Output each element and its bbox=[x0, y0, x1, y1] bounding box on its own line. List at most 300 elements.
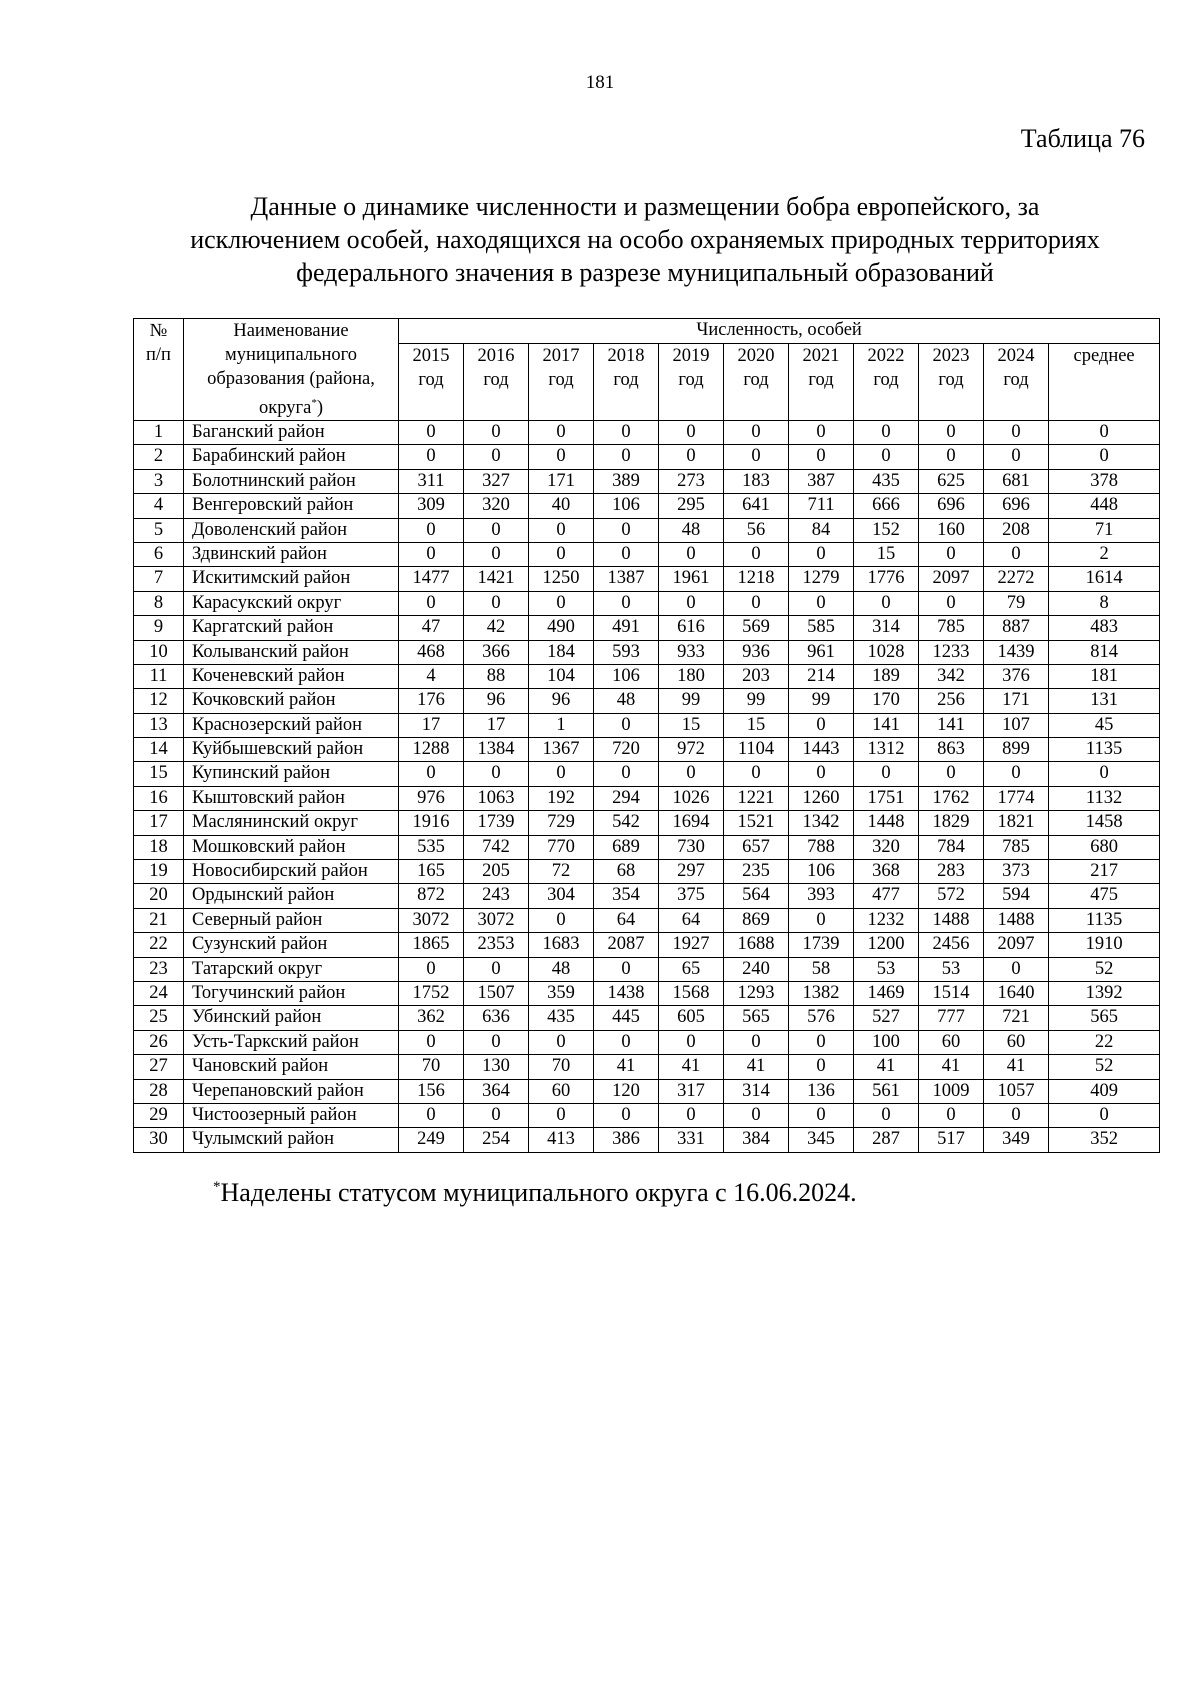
municipality-name: Здвинский район bbox=[184, 542, 399, 566]
population-value: 1752 bbox=[399, 981, 464, 1005]
population-value: 1821 bbox=[984, 811, 1049, 835]
header-year-unit: год bbox=[548, 369, 574, 390]
municipality-name: Убинский район bbox=[184, 1006, 399, 1030]
municipality-name: Маслянинский округ bbox=[184, 811, 399, 835]
population-value: 561 bbox=[854, 1079, 919, 1103]
population-value: 0 bbox=[399, 445, 464, 469]
population-value: 785 bbox=[919, 616, 984, 640]
population-value: 0 bbox=[919, 542, 984, 566]
population-value: 1916 bbox=[399, 811, 464, 835]
table-row bbox=[134, 811, 1160, 835]
population-value: 1421 bbox=[464, 567, 529, 591]
row-number: 13 bbox=[134, 713, 184, 737]
municipality-name: Сузунский район bbox=[184, 933, 399, 957]
population-value: 100 bbox=[854, 1030, 919, 1054]
population-value: 0 bbox=[724, 1103, 789, 1127]
municipality-name: Ордынский район bbox=[184, 884, 399, 908]
header-year-unit: год bbox=[678, 369, 704, 390]
average-value: 181 bbox=[1049, 664, 1160, 688]
average-value: 448 bbox=[1049, 494, 1160, 518]
population-value: 1233 bbox=[919, 640, 984, 664]
population-value: 0 bbox=[854, 591, 919, 615]
population-value: 1250 bbox=[529, 567, 594, 591]
population-value: 961 bbox=[789, 640, 854, 664]
population-value: 0 bbox=[789, 1055, 854, 1079]
population-value: 192 bbox=[529, 786, 594, 810]
population-value: 585 bbox=[789, 616, 854, 640]
header-name-line-4-end: ) bbox=[316, 398, 323, 418]
header-year-unit: год bbox=[1003, 369, 1029, 390]
population-value: 0 bbox=[594, 762, 659, 786]
population-value: 345 bbox=[789, 1128, 854, 1152]
population-value: 0 bbox=[594, 591, 659, 615]
population-value: 2097 bbox=[919, 567, 984, 591]
population-value: 295 bbox=[659, 494, 724, 518]
municipality-name: Кочковский район bbox=[184, 689, 399, 713]
population-value: 386 bbox=[594, 1128, 659, 1152]
population-value: 96 bbox=[529, 689, 594, 713]
row-number: 25 bbox=[134, 1006, 184, 1030]
table-row bbox=[134, 664, 1160, 688]
population-value: 317 bbox=[659, 1079, 724, 1103]
population-value: 576 bbox=[789, 1006, 854, 1030]
table-row bbox=[134, 713, 1160, 737]
population-value: 593 bbox=[594, 640, 659, 664]
municipality-name: Карасукский округ bbox=[184, 591, 399, 615]
population-value: 327 bbox=[464, 469, 529, 493]
header-year-value: 2024 bbox=[997, 345, 1035, 366]
population-value: 283 bbox=[919, 860, 984, 884]
population-value: 0 bbox=[659, 762, 724, 786]
municipality-name: Усть-Таркский район bbox=[184, 1030, 399, 1054]
row-number: 4 bbox=[134, 494, 184, 518]
population-value: 0 bbox=[594, 518, 659, 542]
population-value: 376 bbox=[984, 664, 1049, 688]
municipality-name: Коченевский район bbox=[184, 664, 399, 688]
population-value: 41 bbox=[919, 1055, 984, 1079]
header-year-unit: год bbox=[808, 369, 834, 390]
population-value: 41 bbox=[854, 1055, 919, 1079]
row-number: 29 bbox=[134, 1103, 184, 1127]
population-value: 1232 bbox=[854, 908, 919, 932]
population-value: 1288 bbox=[399, 738, 464, 762]
population-value: 0 bbox=[984, 762, 1049, 786]
municipality-name: Краснозерский район bbox=[184, 713, 399, 737]
header-year-unit: год bbox=[938, 369, 964, 390]
population-value: 48 bbox=[594, 689, 659, 713]
population-value: 0 bbox=[919, 445, 984, 469]
municipality-name: Баганский район bbox=[184, 421, 399, 445]
population-value: 1469 bbox=[854, 981, 919, 1005]
population-value: 106 bbox=[594, 494, 659, 518]
title-line-2: исключением особей, находящихся на особо охраняемых природных территориях bbox=[190, 225, 1100, 254]
population-value: 1218 bbox=[724, 567, 789, 591]
municipality-name: Барабинский район bbox=[184, 445, 399, 469]
population-value: 572 bbox=[919, 884, 984, 908]
population-value: 0 bbox=[984, 542, 1049, 566]
population-value: 15 bbox=[724, 713, 789, 737]
municipality-name: Тогучинский район bbox=[184, 981, 399, 1005]
header-year-9 bbox=[984, 343, 1049, 420]
municipality-name: Каргатский район bbox=[184, 616, 399, 640]
average-value: 22 bbox=[1049, 1030, 1160, 1054]
population-value: 171 bbox=[529, 469, 594, 493]
population-value: 689 bbox=[594, 835, 659, 859]
population-value: 70 bbox=[399, 1055, 464, 1079]
population-value: 0 bbox=[854, 1103, 919, 1127]
population-value: 0 bbox=[594, 1030, 659, 1054]
header-year-4 bbox=[659, 343, 724, 420]
population-value: 0 bbox=[789, 713, 854, 737]
population-value: 354 bbox=[594, 884, 659, 908]
population-value: 331 bbox=[659, 1128, 724, 1152]
table-row bbox=[134, 591, 1160, 615]
header-year-value: 2015 bbox=[412, 345, 450, 366]
population-value: 899 bbox=[984, 738, 1049, 762]
municipality-name: Татарский округ bbox=[184, 957, 399, 981]
header-year-unit: год bbox=[418, 369, 444, 390]
population-value: 1829 bbox=[919, 811, 984, 835]
population-value: 0 bbox=[789, 591, 854, 615]
population-value: 84 bbox=[789, 518, 854, 542]
table-row bbox=[134, 1006, 1160, 1030]
population-value: 0 bbox=[659, 542, 724, 566]
header-year-value: 2020 bbox=[737, 345, 775, 366]
population-value: 0 bbox=[399, 1103, 464, 1127]
header-name-line-3: образования (района, bbox=[207, 369, 375, 389]
population-value: 0 bbox=[464, 421, 529, 445]
header-year-3 bbox=[594, 343, 659, 420]
population-value: 287 bbox=[854, 1128, 919, 1152]
population-value: 1776 bbox=[854, 567, 919, 591]
population-value: 788 bbox=[789, 835, 854, 859]
population-value: 0 bbox=[464, 518, 529, 542]
beaver-population-table bbox=[133, 318, 1160, 1153]
average-value: 217 bbox=[1049, 860, 1160, 884]
row-number: 20 bbox=[134, 884, 184, 908]
header-year-unit: год bbox=[483, 369, 509, 390]
row-number: 15 bbox=[134, 762, 184, 786]
population-value: 60 bbox=[529, 1079, 594, 1103]
title-line-3: федерального значения в разрезе муниципальный образований bbox=[296, 258, 994, 287]
population-value: 96 bbox=[464, 689, 529, 713]
population-value: 0 bbox=[854, 421, 919, 445]
population-value: 56 bbox=[724, 518, 789, 542]
row-number: 16 bbox=[134, 786, 184, 810]
population-value: 784 bbox=[919, 835, 984, 859]
row-number: 22 bbox=[134, 933, 184, 957]
population-value: 88 bbox=[464, 664, 529, 688]
population-value: 2097 bbox=[984, 933, 1049, 957]
header-year-unit: год bbox=[743, 369, 769, 390]
header-year-value: 2019 bbox=[672, 345, 710, 366]
row-number: 12 bbox=[134, 689, 184, 713]
average-value: 409 bbox=[1049, 1079, 1160, 1103]
population-value: 208 bbox=[984, 518, 1049, 542]
table-row bbox=[134, 908, 1160, 932]
population-value: 1 bbox=[529, 713, 594, 737]
table-row bbox=[134, 1055, 1160, 1079]
municipality-name: Венгеровский район bbox=[184, 494, 399, 518]
population-value: 53 bbox=[854, 957, 919, 981]
table-row bbox=[134, 981, 1160, 1005]
population-value: 1438 bbox=[594, 981, 659, 1005]
population-value: 0 bbox=[464, 1103, 529, 1127]
population-value: 1488 bbox=[919, 908, 984, 932]
population-value: 0 bbox=[529, 421, 594, 445]
header-year-5 bbox=[724, 343, 789, 420]
population-value: 107 bbox=[984, 713, 1049, 737]
row-number: 28 bbox=[134, 1079, 184, 1103]
population-value: 141 bbox=[919, 713, 984, 737]
population-value: 0 bbox=[789, 445, 854, 469]
row-number: 19 bbox=[134, 860, 184, 884]
municipality-name: Купинский район bbox=[184, 762, 399, 786]
municipality-name: Черепановский район bbox=[184, 1079, 399, 1103]
population-value: 294 bbox=[594, 786, 659, 810]
population-value: 0 bbox=[659, 591, 724, 615]
population-value: 387 bbox=[789, 469, 854, 493]
population-value: 1448 bbox=[854, 811, 919, 835]
average-value: 8 bbox=[1049, 591, 1160, 615]
population-value: 0 bbox=[529, 445, 594, 469]
table-row bbox=[134, 786, 1160, 810]
average-value: 71 bbox=[1049, 518, 1160, 542]
population-value: 366 bbox=[464, 640, 529, 664]
header-year-6 bbox=[789, 343, 854, 420]
footnote bbox=[213, 1178, 857, 1208]
population-value: 42 bbox=[464, 616, 529, 640]
population-value: 1009 bbox=[919, 1079, 984, 1103]
population-value: 64 bbox=[659, 908, 724, 932]
population-value: 0 bbox=[724, 542, 789, 566]
population-value: 785 bbox=[984, 835, 1049, 859]
population-value: 314 bbox=[854, 616, 919, 640]
population-value: 4 bbox=[399, 664, 464, 688]
population-value: 53 bbox=[919, 957, 984, 981]
row-number: 2 bbox=[134, 445, 184, 469]
header-year-value: 2017 bbox=[542, 345, 580, 366]
population-value: 249 bbox=[399, 1128, 464, 1152]
population-value: 2272 bbox=[984, 567, 1049, 591]
population-value: 0 bbox=[789, 421, 854, 445]
population-value: 721 bbox=[984, 1006, 1049, 1030]
population-value: 0 bbox=[594, 445, 659, 469]
population-value: 1293 bbox=[724, 981, 789, 1005]
municipality-name: Кыштовский район bbox=[184, 786, 399, 810]
population-value: 1443 bbox=[789, 738, 854, 762]
population-value: 136 bbox=[789, 1079, 854, 1103]
table-row bbox=[134, 616, 1160, 640]
header-num-line-2: п/п bbox=[146, 345, 171, 365]
average-value: 1458 bbox=[1049, 811, 1160, 835]
population-value: 0 bbox=[399, 518, 464, 542]
population-value: 1865 bbox=[399, 933, 464, 957]
average-value: 1132 bbox=[1049, 786, 1160, 810]
population-value: 99 bbox=[724, 689, 789, 713]
population-value: 569 bbox=[724, 616, 789, 640]
row-number: 27 bbox=[134, 1055, 184, 1079]
average-value: 0 bbox=[1049, 1103, 1160, 1127]
population-value: 0 bbox=[659, 421, 724, 445]
population-value: 936 bbox=[724, 640, 789, 664]
table-row bbox=[134, 689, 1160, 713]
header-name-line-2: муниципального bbox=[224, 345, 358, 365]
population-value: 3072 bbox=[399, 908, 464, 932]
row-number: 24 bbox=[134, 981, 184, 1005]
population-value: 565 bbox=[724, 1006, 789, 1030]
population-value: 0 bbox=[659, 1030, 724, 1054]
population-value: 933 bbox=[659, 640, 724, 664]
document-title bbox=[100, 190, 1190, 289]
population-value: 180 bbox=[659, 664, 724, 688]
population-value: 0 bbox=[919, 1103, 984, 1127]
table-row bbox=[134, 469, 1160, 493]
average-value: 680 bbox=[1049, 835, 1160, 859]
table-row bbox=[134, 957, 1160, 981]
header-row-number bbox=[134, 319, 184, 421]
population-value: 240 bbox=[724, 957, 789, 981]
average-value: 475 bbox=[1049, 884, 1160, 908]
header-year-value: 2018 bbox=[607, 345, 645, 366]
table-row bbox=[134, 884, 1160, 908]
table-row bbox=[134, 1030, 1160, 1054]
table-row bbox=[134, 542, 1160, 566]
population-value: 1312 bbox=[854, 738, 919, 762]
population-value: 1961 bbox=[659, 567, 724, 591]
population-value: 176 bbox=[399, 689, 464, 713]
population-value: 160 bbox=[919, 518, 984, 542]
population-value: 435 bbox=[529, 1006, 594, 1030]
population-value: 359 bbox=[529, 981, 594, 1005]
population-value: 189 bbox=[854, 664, 919, 688]
title-line-1: Данные о динамике численности и размещении бобра европейского, за bbox=[250, 192, 1040, 221]
population-value: 641 bbox=[724, 494, 789, 518]
population-value: 72 bbox=[529, 860, 594, 884]
table-row bbox=[134, 933, 1160, 957]
population-value: 445 bbox=[594, 1006, 659, 1030]
population-value: 1521 bbox=[724, 811, 789, 835]
population-value: 170 bbox=[854, 689, 919, 713]
municipality-name: Чулымский район bbox=[184, 1128, 399, 1152]
population-value: 696 bbox=[919, 494, 984, 518]
population-value: 605 bbox=[659, 1006, 724, 1030]
row-number: 5 bbox=[134, 518, 184, 542]
footnote-text: Наделены статусом муниципального округа с 16.06.2024. bbox=[220, 1178, 857, 1207]
population-value: 0 bbox=[529, 518, 594, 542]
table-body bbox=[134, 421, 1160, 1153]
table-row bbox=[134, 762, 1160, 786]
population-value: 1640 bbox=[984, 981, 1049, 1005]
population-value: 156 bbox=[399, 1079, 464, 1103]
municipality-name: Доволенский район bbox=[184, 518, 399, 542]
population-value: 165 bbox=[399, 860, 464, 884]
population-value: 368 bbox=[854, 860, 919, 884]
row-number: 1 bbox=[134, 421, 184, 445]
population-value: 1026 bbox=[659, 786, 724, 810]
population-value: 0 bbox=[399, 421, 464, 445]
population-value: 1260 bbox=[789, 786, 854, 810]
population-value: 130 bbox=[464, 1055, 529, 1079]
population-value: 1387 bbox=[594, 567, 659, 591]
population-value: 863 bbox=[919, 738, 984, 762]
population-value: 349 bbox=[984, 1128, 1049, 1152]
population-value: 0 bbox=[789, 908, 854, 932]
population-value: 0 bbox=[529, 1103, 594, 1127]
population-value: 1439 bbox=[984, 640, 1049, 664]
population-value: 0 bbox=[789, 542, 854, 566]
population-value: 60 bbox=[919, 1030, 984, 1054]
population-value: 1200 bbox=[854, 933, 919, 957]
population-value: 770 bbox=[529, 835, 594, 859]
population-value: 254 bbox=[464, 1128, 529, 1152]
population-value: 79 bbox=[984, 591, 1049, 615]
municipality-name: Новосибирский район bbox=[184, 860, 399, 884]
average-value: 0 bbox=[1049, 762, 1160, 786]
population-value: 2353 bbox=[464, 933, 529, 957]
population-value: 1488 bbox=[984, 908, 1049, 932]
population-value: 48 bbox=[659, 518, 724, 542]
population-value: 104 bbox=[529, 664, 594, 688]
population-value: 1514 bbox=[919, 981, 984, 1005]
population-value: 41 bbox=[984, 1055, 1049, 1079]
population-value: 183 bbox=[724, 469, 789, 493]
population-value: 477 bbox=[854, 884, 919, 908]
table-row bbox=[134, 567, 1160, 591]
row-number: 26 bbox=[134, 1030, 184, 1054]
population-value: 535 bbox=[399, 835, 464, 859]
population-value: 666 bbox=[854, 494, 919, 518]
row-number: 14 bbox=[134, 738, 184, 762]
population-value: 309 bbox=[399, 494, 464, 518]
population-value: 0 bbox=[724, 445, 789, 469]
population-value: 0 bbox=[464, 957, 529, 981]
population-value: 373 bbox=[984, 860, 1049, 884]
average-value: 565 bbox=[1049, 1006, 1160, 1030]
population-value: 616 bbox=[659, 616, 724, 640]
population-value: 314 bbox=[724, 1079, 789, 1103]
population-value: 0 bbox=[984, 1103, 1049, 1127]
population-value: 64 bbox=[594, 908, 659, 932]
header-year-0 bbox=[399, 343, 464, 420]
row-number: 8 bbox=[134, 591, 184, 615]
population-value: 0 bbox=[594, 957, 659, 981]
population-value: 0 bbox=[594, 542, 659, 566]
header-population-group: Численность, особей bbox=[399, 319, 1160, 344]
population-value: 0 bbox=[594, 713, 659, 737]
population-value: 1927 bbox=[659, 933, 724, 957]
population-value: 1057 bbox=[984, 1079, 1049, 1103]
population-value: 720 bbox=[594, 738, 659, 762]
average-value: 814 bbox=[1049, 640, 1160, 664]
population-value: 375 bbox=[659, 884, 724, 908]
population-value: 0 bbox=[529, 542, 594, 566]
population-value: 205 bbox=[464, 860, 529, 884]
population-value: 48 bbox=[529, 957, 594, 981]
table-row bbox=[134, 835, 1160, 859]
population-value: 730 bbox=[659, 835, 724, 859]
average-value: 131 bbox=[1049, 689, 1160, 713]
row-number: 18 bbox=[134, 835, 184, 859]
population-value: 564 bbox=[724, 884, 789, 908]
population-value: 120 bbox=[594, 1079, 659, 1103]
population-value: 152 bbox=[854, 518, 919, 542]
row-number: 30 bbox=[134, 1128, 184, 1152]
population-value: 256 bbox=[919, 689, 984, 713]
population-value: 490 bbox=[529, 616, 594, 640]
population-value: 1367 bbox=[529, 738, 594, 762]
population-value: 3072 bbox=[464, 908, 529, 932]
